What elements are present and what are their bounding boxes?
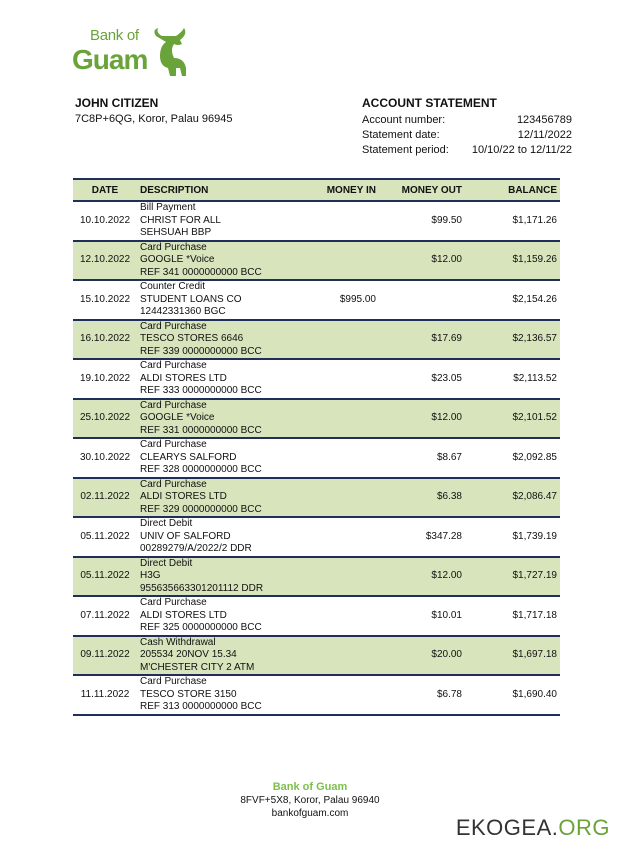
desc-payee: UNIV OF SALFORD bbox=[140, 530, 231, 542]
cell-date: 07.11.2022 bbox=[73, 596, 137, 636]
field-label: Statement date: bbox=[362, 129, 440, 141]
table-row bbox=[73, 675, 560, 715]
desc-payee: ALDI STORES LTD bbox=[140, 372, 227, 384]
cell-money-out: $6.78 bbox=[379, 675, 465, 715]
bank-logo bbox=[72, 28, 196, 78]
account-number-row bbox=[362, 113, 572, 128]
logo-text-guam: Guam bbox=[72, 44, 148, 75]
cell-balance: $2,092.85 bbox=[465, 438, 560, 478]
desc-type: Bill Payment bbox=[140, 202, 196, 213]
account-summary bbox=[362, 96, 572, 158]
cell-money-out: $17.69 bbox=[379, 320, 465, 360]
table-row bbox=[73, 280, 560, 320]
statement-date-row bbox=[362, 128, 572, 143]
cell-money-in bbox=[303, 596, 379, 636]
desc-type: Card Purchase bbox=[140, 597, 207, 608]
desc-payee: GOOGLE *Voice bbox=[140, 254, 215, 265]
cell-date: 09.11.2022 bbox=[73, 636, 137, 676]
desc-type: Card Purchase bbox=[140, 439, 207, 450]
table-header bbox=[73, 179, 560, 201]
cell-balance: $1,727.19 bbox=[465, 557, 560, 597]
cell-money-in bbox=[303, 675, 379, 715]
table-row bbox=[73, 438, 560, 478]
cell-balance: $2,113.52 bbox=[465, 359, 560, 399]
desc-payee: 205534 20NOV 15.34 bbox=[140, 649, 237, 660]
desc-reference: REF 325 0000000000 BCC bbox=[140, 622, 262, 633]
cell-balance: $2,101.52 bbox=[465, 399, 560, 439]
desc-reference: 12442331360 BGC bbox=[140, 306, 226, 317]
desc-reference: REF 333 0000000000 BCC bbox=[140, 385, 262, 396]
field-value: 123456789 bbox=[516, 114, 572, 126]
cell-description bbox=[137, 675, 303, 715]
cell-balance: $1,697.18 bbox=[465, 636, 560, 676]
bull-logo-icon bbox=[150, 28, 194, 76]
desc-payee: TESCO STORES 6646 bbox=[140, 333, 244, 344]
cell-date: 11.11.2022 bbox=[73, 675, 137, 715]
table-row bbox=[73, 517, 560, 557]
field-value: 10/10/22 to 12/11/22 bbox=[471, 144, 572, 156]
desc-payee: TESCO STORE 3150 bbox=[140, 688, 237, 700]
cell-money-out: $10.01 bbox=[379, 596, 465, 636]
field-label: Account number: bbox=[362, 114, 446, 126]
desc-type: Card Purchase bbox=[140, 360, 207, 371]
desc-reference: REF 313 0000000000 BCC bbox=[140, 701, 262, 712]
table-row bbox=[73, 636, 560, 676]
cell-description bbox=[137, 636, 303, 676]
transactions-table bbox=[73, 178, 560, 716]
cell-description bbox=[137, 241, 303, 281]
cell-money-out: $20.00 bbox=[379, 636, 465, 676]
footer-address: 8FVF+5X8, Koror, Palau 96940 bbox=[240, 795, 380, 806]
cell-money-out: $23.05 bbox=[379, 359, 465, 399]
cell-balance: $2,086.47 bbox=[465, 478, 560, 518]
cell-money-in bbox=[303, 517, 379, 557]
statement-period-row bbox=[362, 143, 572, 158]
cell-balance: $2,154.26 bbox=[465, 280, 560, 320]
desc-reference: 955635663301201112 DDR bbox=[140, 582, 264, 594]
cell-money-out: $12.00 bbox=[379, 557, 465, 597]
cell-money-in bbox=[303, 241, 379, 281]
desc-payee: CLEARYS SALFORD bbox=[140, 451, 237, 463]
cell-date: 12.10.2022 bbox=[73, 241, 137, 281]
header-date: DATE bbox=[73, 179, 137, 201]
footer-bank-name: Bank of Guam bbox=[272, 781, 348, 793]
header-money-out: MONEY OUT bbox=[379, 179, 465, 201]
desc-payee: STUDENT LOANS CO bbox=[140, 293, 242, 305]
cell-date: 15.10.2022 bbox=[73, 280, 137, 320]
cell-money-out: $6.38 bbox=[379, 478, 465, 518]
table-row bbox=[73, 557, 560, 597]
cell-money-in bbox=[303, 320, 379, 360]
cell-description bbox=[137, 438, 303, 478]
desc-payee: CHRIST FOR ALL bbox=[140, 214, 221, 226]
cell-description bbox=[137, 596, 303, 636]
cell-date: 19.10.2022 bbox=[73, 359, 137, 399]
desc-reference: 00289279/A/2022/2 DDR bbox=[140, 543, 252, 554]
desc-type: Direct Debit bbox=[140, 557, 193, 569]
field-label: Statement period: bbox=[362, 144, 449, 156]
cell-money-in bbox=[303, 557, 379, 597]
field-value: 12/11/2022 bbox=[517, 129, 572, 141]
header-description: DESCRIPTION bbox=[137, 179, 303, 201]
footer bbox=[0, 780, 620, 820]
cell-money-in bbox=[303, 201, 379, 241]
table-row bbox=[73, 359, 560, 399]
watermark-text: EKOGEA. bbox=[455, 815, 559, 840]
desc-type: Direct Debit bbox=[140, 518, 193, 529]
desc-type: Card Purchase bbox=[140, 676, 207, 687]
cell-description bbox=[137, 557, 303, 597]
cell-balance: $1,739.19 bbox=[465, 517, 560, 557]
cell-date: 10.10.2022 bbox=[73, 201, 137, 241]
cell-description bbox=[137, 478, 303, 518]
cell-date: 30.10.2022 bbox=[73, 438, 137, 478]
table-row bbox=[73, 399, 560, 439]
desc-payee: GOOGLE *Voice bbox=[140, 412, 215, 423]
cell-balance: $1,159.26 bbox=[465, 241, 560, 281]
desc-type: Cash Withdrawal bbox=[140, 636, 216, 648]
desc-type: Card Purchase bbox=[140, 478, 207, 490]
customer-info bbox=[75, 96, 232, 126]
desc-reference: REF 339 0000000000 BCC bbox=[140, 345, 262, 357]
cell-description bbox=[137, 359, 303, 399]
table-row bbox=[73, 320, 560, 360]
statement-title: ACCOUNT STATEMENT bbox=[362, 96, 497, 110]
table-row bbox=[73, 201, 560, 241]
cell-description bbox=[137, 517, 303, 557]
cell-money-in bbox=[303, 399, 379, 439]
cell-date: 05.11.2022 bbox=[73, 517, 137, 557]
cell-money-in bbox=[303, 636, 379, 676]
desc-reference: SEHSUAH BBP bbox=[140, 227, 212, 238]
desc-reference: REF 341 0000000000 BCC bbox=[140, 266, 262, 278]
cell-money-in: $995.00 bbox=[303, 280, 379, 320]
desc-reference: M'CHESTER CITY 2 ATM bbox=[140, 661, 255, 673]
desc-type: Counter Credit bbox=[140, 281, 206, 292]
customer-name: JOHN CITIZEN bbox=[75, 96, 159, 110]
desc-payee: ALDI STORES LTD bbox=[140, 609, 227, 621]
cell-money-out bbox=[379, 280, 465, 320]
cell-money-out: $8.67 bbox=[379, 438, 465, 478]
cell-money-in bbox=[303, 478, 379, 518]
desc-type: Card Purchase bbox=[140, 399, 207, 411]
cell-description bbox=[137, 399, 303, 439]
cell-money-out: $99.50 bbox=[379, 201, 465, 241]
desc-reference: REF 328 0000000000 BCC bbox=[140, 464, 262, 475]
header-money-in: MONEY IN bbox=[303, 179, 379, 201]
cell-date: 25.10.2022 bbox=[73, 399, 137, 439]
cell-date: 05.11.2022 bbox=[73, 557, 137, 597]
table-row bbox=[73, 596, 560, 636]
table-row bbox=[73, 241, 560, 281]
cell-date: 02.11.2022 bbox=[73, 478, 137, 518]
desc-payee: H3G bbox=[140, 570, 161, 581]
cell-balance: $2,136.57 bbox=[465, 320, 560, 360]
cell-money-in bbox=[303, 438, 379, 478]
cell-date: 16.10.2022 bbox=[73, 320, 137, 360]
footer-website[interactable]: bankofguam.com bbox=[271, 808, 349, 819]
cell-money-out: $12.00 bbox=[379, 241, 465, 281]
cell-money-in bbox=[303, 359, 379, 399]
cell-description bbox=[137, 320, 303, 360]
header-balance: BALANCE bbox=[465, 179, 560, 201]
desc-reference: REF 331 0000000000 BCC bbox=[140, 424, 262, 436]
cell-balance: $1,690.40 bbox=[465, 675, 560, 715]
desc-reference: REF 329 0000000000 BCC bbox=[140, 503, 262, 515]
watermark bbox=[456, 815, 610, 841]
cell-description bbox=[137, 201, 303, 241]
cell-balance: $1,717.18 bbox=[465, 596, 560, 636]
logo-text-bank-of: Bank of bbox=[90, 27, 139, 44]
cell-balance: $1,171.26 bbox=[465, 201, 560, 241]
table-row bbox=[73, 478, 560, 518]
cell-money-out: $347.28 bbox=[379, 517, 465, 557]
desc-type: Card Purchase bbox=[140, 241, 207, 253]
desc-type: Card Purchase bbox=[140, 320, 207, 332]
cell-money-out: $12.00 bbox=[379, 399, 465, 439]
cell-description bbox=[137, 280, 303, 320]
watermark-org: ORG bbox=[558, 815, 610, 840]
customer-address: 7C8P+6QG, Koror, Palau 96945 bbox=[75, 113, 233, 125]
desc-payee: ALDI STORES LTD bbox=[140, 491, 227, 502]
